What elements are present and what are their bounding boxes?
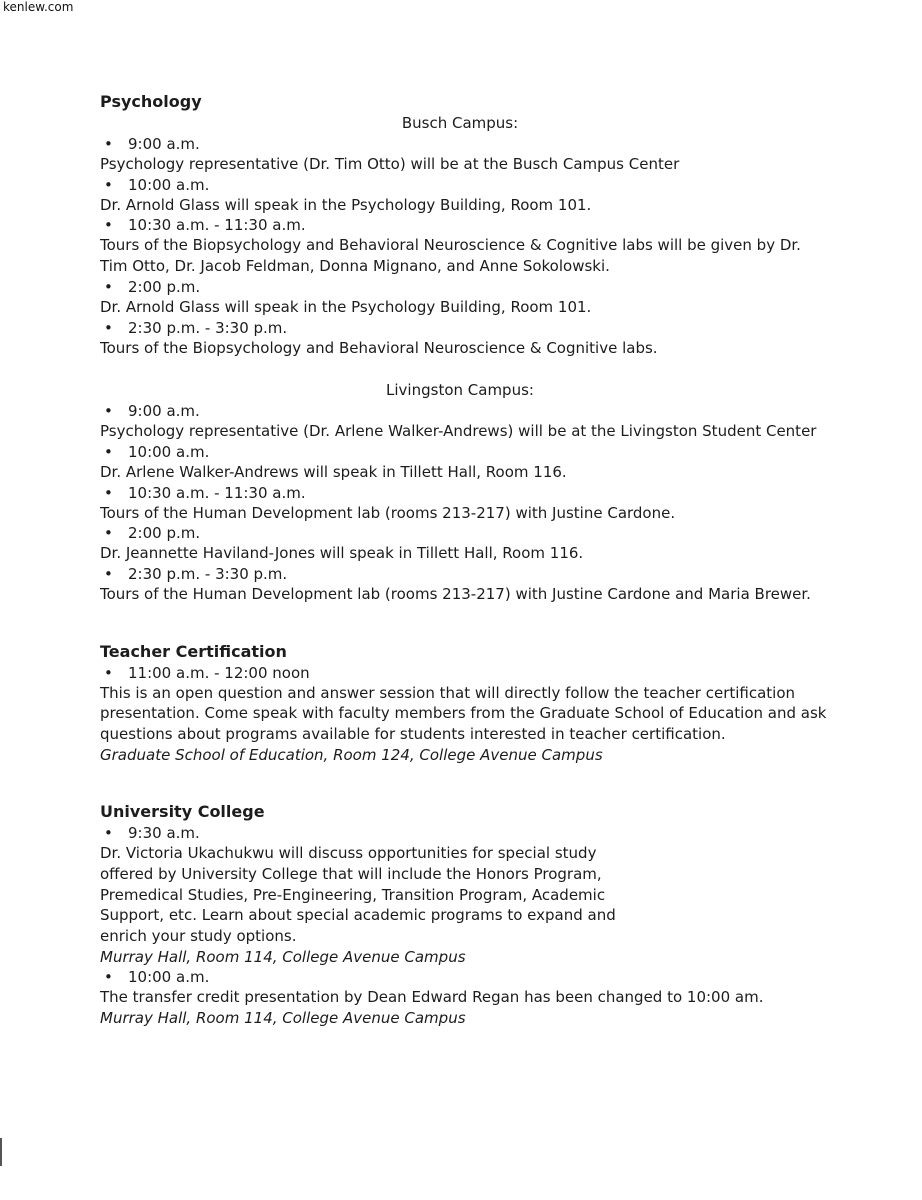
schedule-time: • 2:00 p.m. bbox=[104, 277, 201, 296]
section-title-university-college: University College bbox=[100, 802, 265, 822]
event-location: Murray Hall, Room 114, College Avenue Campus bbox=[100, 1009, 466, 1028]
schedule-description: offered by University College that will include the Honors Program, bbox=[100, 865, 602, 884]
schedule-description: Tours of the Human Development lab (rooms 213-217) with Justine Cardone. bbox=[100, 503, 676, 522]
schedule-description: Support, etc. Learn about special academic programs to expand and bbox=[100, 906, 616, 925]
section-title-teacher-certification: Teacher Certification bbox=[100, 641, 287, 661]
schedule-time: • 2:30 p.m. - 3:30 p.m. bbox=[104, 318, 288, 337]
schedule-description: The transfer credit presentation by Dean Edward Regan has been changed to 10:00 am. bbox=[100, 988, 764, 1007]
schedule-time: • 10:00 a.m. bbox=[104, 175, 210, 194]
bullet-icon: • bbox=[104, 135, 113, 153]
bullet-icon: • bbox=[104, 442, 113, 461]
university-schedule bbox=[100, 823, 830, 1028]
schedule-description: Tours of the Human Development lab (rooms 213-217) with Justine Cardone and Maria Brewer. bbox=[100, 585, 811, 604]
schedule-time: • 10:00 a.m. bbox=[104, 968, 210, 987]
schedule-time: • 2:30 p.m. - 3:30 p.m. bbox=[104, 565, 288, 584]
watermark: kenlew.com bbox=[3, 0, 74, 14]
bullet-icon: • bbox=[104, 524, 113, 543]
bullet-icon: • bbox=[104, 216, 113, 235]
schedule-description: Premedical Studies, Pre-Engineering, Transition Program, Academic bbox=[100, 885, 606, 904]
schedule-description: Dr. Arlene Walker-Andrews will speak in Tillett Hall, Room 116. bbox=[100, 462, 567, 481]
bullet-icon: • bbox=[104, 824, 113, 843]
busch-schedule bbox=[100, 134, 830, 358]
campus-heading-busch: Busch Campus: bbox=[401, 114, 519, 132]
bullet-icon: • bbox=[104, 483, 113, 502]
schedule-time: • 11:00 a.m. - 12:00 noon bbox=[104, 663, 310, 682]
schedule-time: • 10:30 a.m. - 11:30 a.m. bbox=[104, 483, 306, 502]
schedule-time: • 10:30 a.m. - 11:30 a.m. bbox=[104, 216, 306, 235]
schedule-description: Tours of the Biopsychology and Behavioral Neuroscience & Cognitive labs will be given by Dr. bbox=[100, 236, 801, 255]
schedule-time: • 10:00 a.m. bbox=[104, 442, 210, 461]
schedule-time: • 9:30 a.m. bbox=[104, 824, 200, 843]
section-title-psychology: Psychology bbox=[100, 92, 202, 111]
schedule-description: Tours of the Biopsychology and Behavioral Neuroscience & Cognitive labs. bbox=[100, 338, 658, 357]
event-location: Murray Hall, Room 114, College Avenue Campus bbox=[100, 947, 466, 966]
schedule-time: • 2:00 p.m. bbox=[104, 524, 201, 543]
bullet-icon: • bbox=[104, 663, 113, 682]
schedule-description: Tim Otto, Dr. Jacob Feldman, Donna Mignano, and Anne Sokolowski. bbox=[100, 257, 610, 276]
schedule-description: Psychology representative (Dr. Arlene Walker-Andrews) will be at the Livingston Student Center bbox=[100, 422, 817, 441]
schedule-description: questions about programs available for students interested in teacher certification. bbox=[100, 725, 726, 744]
bullet-icon: • bbox=[104, 402, 113, 421]
bullet-icon: • bbox=[104, 565, 113, 584]
bullet-icon: • bbox=[104, 277, 113, 296]
event-location: Graduate School of Education, Room 124, College Avenue Campus bbox=[100, 745, 603, 764]
schedule-description: Dr. Jeannette Haviland-Jones will speak in Tillett Hall, Room 116. bbox=[100, 544, 584, 563]
teacher-schedule bbox=[100, 663, 830, 766]
schedule-time: • 9:00 a.m. bbox=[104, 402, 200, 421]
livingston-schedule bbox=[100, 401, 830, 605]
schedule-description: Psychology representative (Dr. Tim Otto) will be at the Busch Campus Center bbox=[100, 155, 680, 173]
schedule-description: Dr. Victoria Ukachukwu will discuss opportunities for special study bbox=[100, 844, 597, 863]
bullet-icon: • bbox=[104, 318, 113, 337]
bullet-icon: • bbox=[104, 968, 113, 987]
schedule-description: This is an open question and answer session that will directly follow the teacher certification bbox=[100, 683, 796, 702]
schedule-description: enrich your study options. bbox=[100, 927, 297, 946]
bullet-icon: • bbox=[104, 175, 113, 194]
campus-heading-livingston: Livingston Campus: bbox=[386, 381, 534, 400]
document-body bbox=[100, 91, 830, 1029]
scan-margin-mark bbox=[0, 1138, 2, 1166]
schedule-description: presentation. Come speak with faculty members from the Graduate School of Education and ask bbox=[100, 704, 827, 723]
schedule-description: Dr. Arnold Glass will speak in the Psychology Building, Room 101. bbox=[100, 297, 592, 316]
schedule-time: • 9:00 a.m. bbox=[104, 135, 200, 153]
schedule-description: Dr. Arnold Glass will speak in the Psychology Building, Room 101. bbox=[100, 195, 592, 214]
